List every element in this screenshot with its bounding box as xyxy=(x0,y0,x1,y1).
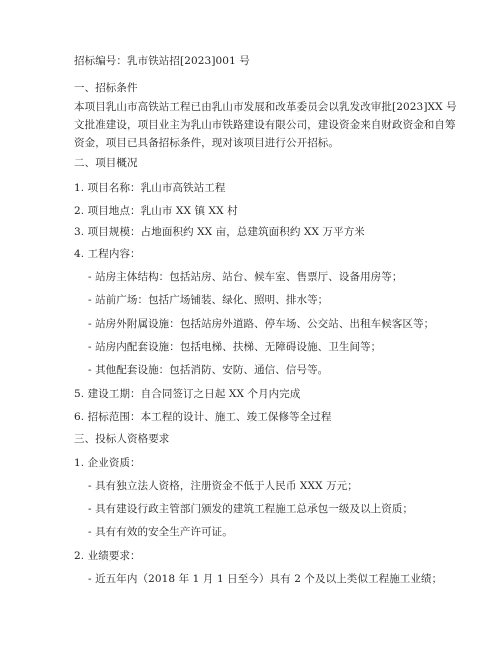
sub-item-contractor-grade: - 具有建设行政主管部门颁发的建筑工程施工总承包一级及以上资质； xyxy=(88,503,414,515)
list-item-performance: 2. 业绩要求： xyxy=(74,550,141,562)
bid-number: 招标编号：乳市铁站招[2023]001 号 xyxy=(74,55,250,67)
list-item-qualification: 1. 企业资质： xyxy=(74,457,141,469)
sub-item-legal-person: - 具有独立法人资格，注册资金不低于人民币 XXX 万元； xyxy=(88,480,358,492)
section-1-paragraph-line-1: 本项目乳山市高铁站工程已由乳山市发展和改革委员会以乳发改审批[2023]XX 号 xyxy=(74,101,457,113)
sub-item-exterior-facilities: - 站房外附属设施：包括站房外道路、停车场、公交站、出租车候客区等； xyxy=(88,318,435,330)
sub-item-station-structure: - 站房主体结构：包括站房、站台、候车室、售票厅、设备用房等； xyxy=(88,271,403,283)
section-1-paragraph-line-3: 资金，项目已具备招标条件，现对该项目进行公开招标。 xyxy=(74,137,339,149)
list-item-bid-scope: 6. 招标范围：本工程的设计、施工、竣工保修等全过程 xyxy=(74,411,332,423)
section-1-title: 一、招标条件 xyxy=(74,82,138,94)
list-item-construction-period: 5. 建设工期：自合同签订之日起 XX 个月内完成 xyxy=(74,388,301,400)
section-1-paragraph-line-2: 文批准建设，项目业主为乳山市铁路建设有限公司，建设资金来自财政资金和自筹 xyxy=(74,119,456,131)
sub-item-other-facilities: - 其他配套设施：包括消防、安防、通信、信号等。 xyxy=(88,364,329,376)
section-3-title: 三、投标人资格要求 xyxy=(74,433,170,445)
list-item-project-name: 1. 项目名称：乳山市高铁站工程 xyxy=(74,182,226,194)
section-2-title: 二、项目概况 xyxy=(74,157,138,169)
sub-item-station-plaza: - 站前广场：包括广场铺装、绿化、照明、排水等； xyxy=(88,294,329,306)
sub-item-similar-projects: - 近五年内（2018 年 1 月 1 日至今）具有 2 个及以上类似工程施工业绩； xyxy=(88,573,443,585)
sub-item-safety-license: - 具有有效的安全生产许可证。 xyxy=(88,526,233,538)
list-item-project-scale: 3. 项目规模：占地面积约 XX 亩，总建筑面积约 XX 万平方米 xyxy=(74,226,365,238)
list-item-work-content: 4. 工程内容： xyxy=(74,248,141,260)
sub-item-interior-facilities: - 站房内配套设施：包括电梯、扶梯、无障碍设施、卫生间等； xyxy=(88,341,382,353)
list-item-project-location: 2. 项目地点：乳山市 XX 镇 XX 村 xyxy=(74,205,238,217)
